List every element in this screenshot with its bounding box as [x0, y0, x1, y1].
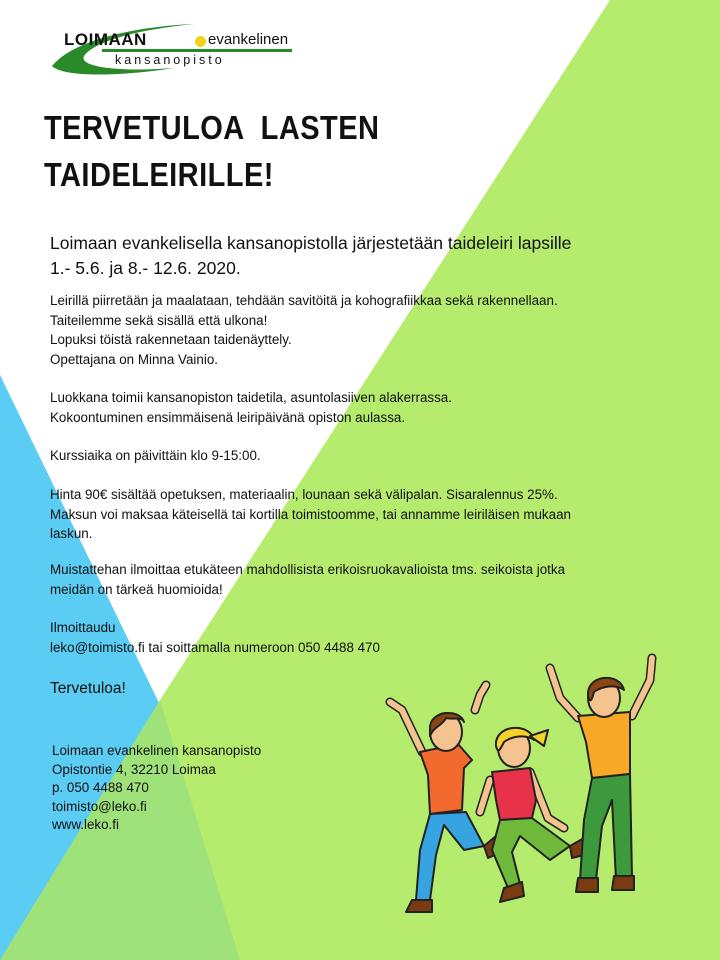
dancing-kids-illustration	[380, 650, 660, 930]
logo-sun-icon	[195, 36, 206, 47]
contact-block	[52, 742, 261, 835]
registration-details[interactable]: leko@toimisto.fi tai soittamalla numeroon 050 4488 470	[50, 639, 380, 655]
page-title	[44, 104, 379, 198]
contact-website[interactable]: www.leko.fi	[52, 817, 119, 832]
title-line-2: TAIDELEIRILLE!	[44, 156, 274, 193]
contact-phone[interactable]: p. 050 4488 470	[52, 780, 149, 795]
contact-address: Opistontie 4, 32210 Loimaa	[52, 761, 216, 777]
activities-line: Leirillä piirretään ja maalataan, tehdään savitöitä ja kohografiikkaa sekä rakennellaan.	[50, 293, 558, 308]
reminder-line: meidän on tärkeä huomioida!	[50, 581, 223, 597]
price-line: Maksun voi maksaa käteisellä tai kortilla toimistoomme, tai annamme leiriläisen mukaan	[50, 506, 571, 522]
reminder-line: Muistattehan ilmoittaa etukäteen mahdollisista erikoisruokavalioista tms. seikoista jotka	[50, 562, 566, 577]
kid-middle-icon	[480, 728, 588, 902]
activities-line: Taiteilemme sekä sisällä että ulkona!	[50, 312, 268, 328]
activities-line: Opettajana on Minna Vainio.	[50, 351, 218, 367]
activities-paragraph	[50, 291, 690, 369]
price-line: laskun.	[50, 526, 93, 541]
logo-tagline: kansanopisto	[115, 53, 225, 67]
price-paragraph	[50, 485, 690, 544]
reminder-paragraph	[50, 560, 690, 599]
contact-org: Loimaan evankelinen kansanopisto	[52, 743, 262, 758]
intro-dates: 1.- 5.6. ja 8.- 12.6. 2020.	[50, 258, 241, 278]
logo-subtitle: evankelinen	[208, 31, 289, 48]
location-paragraph	[50, 388, 690, 427]
location-line: Kokoontuminen ensimmäisenä leiripäivänä opiston aulassa.	[50, 409, 406, 425]
price-line: Hinta 90€ sisältää opetuksen, materiaalin, lounaan sekä välipalan. Sisaralennus 25%.	[50, 487, 558, 502]
activities-line: Lopuksi töistä rakennetaan taidenäyttely.	[50, 332, 292, 347]
contact-email[interactable]: toimisto@leko.fi	[52, 798, 147, 814]
registration-label: Ilmoittaudu	[50, 620, 116, 635]
location-line: Luokkana toimii kansanopiston taidetila, asuntolasiiven alakerrassa.	[50, 390, 452, 405]
kid-right-icon	[550, 658, 652, 892]
intro-line-1: Loimaan evankelisella kansanopistolla järjestetään taideleiri lapsille	[50, 233, 572, 253]
logo-name: LOIMAAN	[64, 30, 147, 49]
schedule-paragraph	[50, 446, 690, 466]
schedule-line: Kurssiaika on päivittäin klo 9-15:00.	[50, 448, 261, 463]
title-line-1: TERVETULOA LASTEN	[44, 109, 380, 146]
welcome-text: Tervetuloa!	[50, 680, 126, 697]
intro-text	[50, 231, 690, 281]
